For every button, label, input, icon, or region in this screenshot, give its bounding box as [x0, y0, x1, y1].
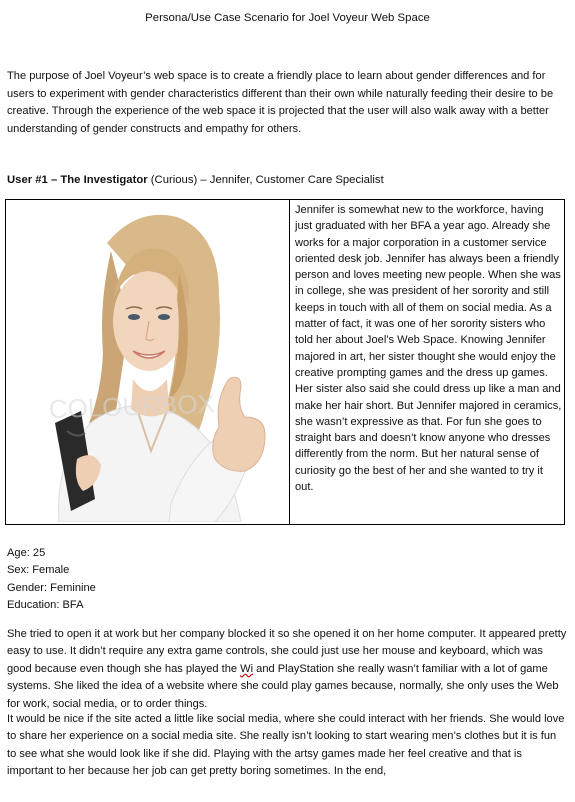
scenario-paragraph-2: It would be nice if the site acted a little like social media, where she could interact with her friends. She would love to share her experience on a social media site. She really isn’t looking to start wearing men’s clothes but it is fun to see what she would look like if she did. Playing with the artsy games made her feel creative and that is important to her because her job can get pretty boring sometimes. In the end, [7, 713, 565, 778]
fact-age: Age: 25 [7, 547, 46, 559]
scenario-paragraph-1 [7, 626, 567, 713]
persona-bio: Jennifer is somewhat new to the workforce, having just graduated with her BFA a year ago. Already she works for a major corporation in a customer service oriented desk job. Jennifer has always been a friendly person and loves meeting new people. When she was in college, she was president of her sorority and still keeps in touch with all of them on social media. As a matter of fact, it was one of her sorority sisters who told her about Joel’s Web Space. Knowing Jennifer majored in art, her sister thought she would enjoy the creative prompting games and the dress up games. Her sister also said she could dress up like a man and make her hair short. But Jennifer majored in ceramics, she wasn’t expressive as that. For fun she goes to straight bars and doesn’t know anyone who dresses differently from the norm. But her natural sense of curiosity go the best of her and she wanted to try it out. [295, 204, 562, 494]
persona-facts [7, 545, 96, 615]
persona-label: User #1 – The Investigator [7, 174, 148, 186]
fact-education: Education: BFA [7, 599, 84, 612]
persona-photo [19, 203, 277, 522]
table-divider [289, 200, 290, 524]
photo-watermark: COLOURBOX [48, 388, 216, 425]
persona-heading [7, 172, 563, 189]
misspelled-word: Wi [240, 662, 254, 675]
purpose-paragraph: The purpose of Joel Voyeur’s web space is to create a friendly place to learn about gender differences and for users to experiment with gender characteristics different than their own while naturally feeding their desire to be creative. Through the experience of the web space it is projected that the user will also walk away with a better understanding of gender constructs and empathy for others. [7, 70, 554, 135]
fact-gender: Gender: Feminine [7, 581, 96, 594]
persona-trait: (Curious) – Jennifer, Customer Care Specialist [147, 174, 384, 186]
fact-sex: Sex: Female [7, 564, 70, 577]
document-title: Persona/Use Case Scenario for Joel Voyeur Web Space [145, 12, 430, 24]
scenario-text-a: She tried to open it at work but her company blocked it so she opened it on her home computer. It appeared pretty easy to use. It didn’t require any extra game controls, she could just use her mouse and keyboard, which was good because even though she has played the [7, 628, 567, 675]
scenario-text-b: and PlayStation she really wasn’t familiar with a lot of game systems. She liked the idea of a website where she could play games because, normally, she only uses the Web for work, social media, or to order things. [7, 662, 559, 710]
persona-profile-table [5, 199, 565, 525]
